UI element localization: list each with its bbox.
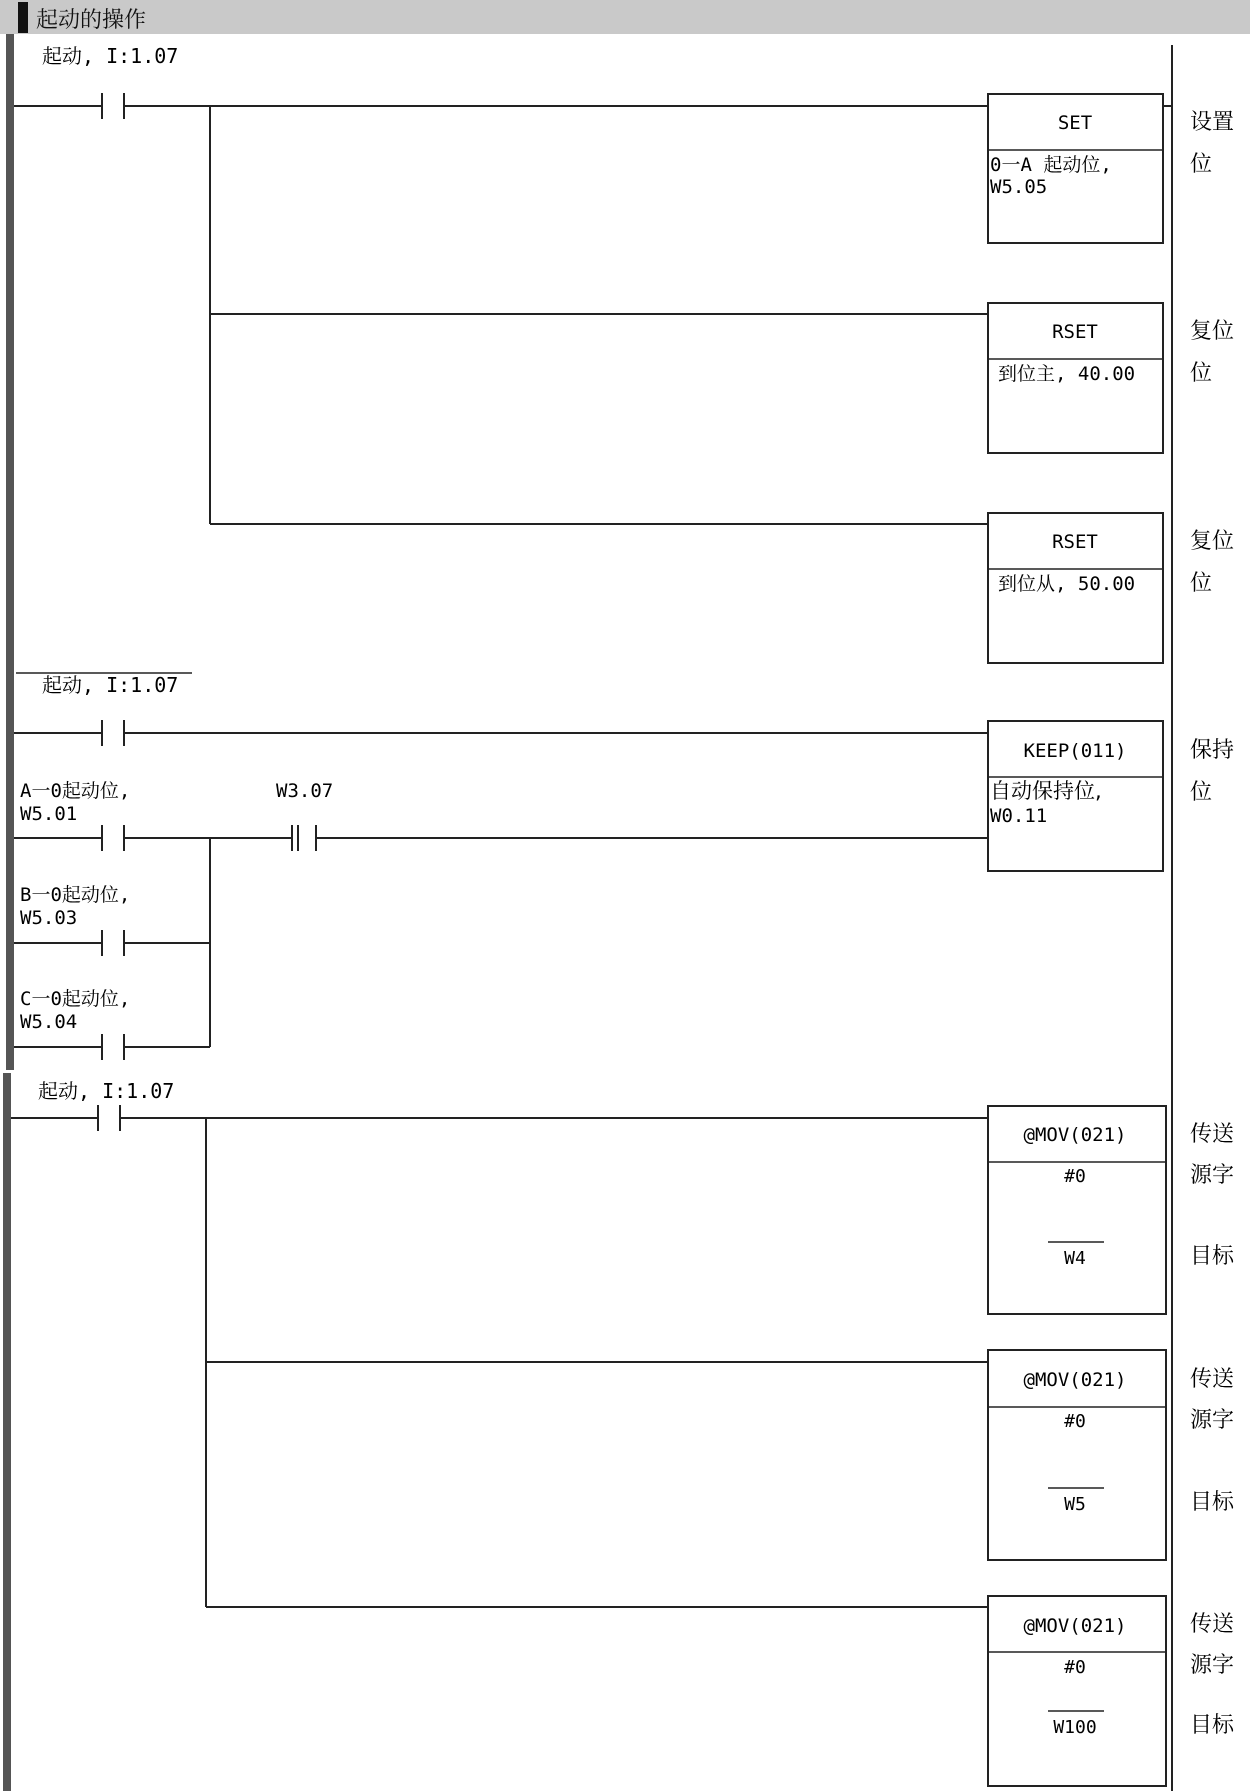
contact-c-no[interactable] [102, 1034, 124, 1060]
mov1-comment-3: 目标 [1190, 1244, 1235, 1269]
left-rail-rung2 [6, 672, 14, 1070]
mov3-comment-3: 目标 [1190, 1713, 1235, 1738]
contact-start-no[interactable] [102, 720, 124, 746]
set-instruction-block[interactable] [988, 94, 1163, 243]
mov3-source: #0 [1064, 1657, 1086, 1678]
rset2-comment-2: 位 [1190, 571, 1213, 596]
contact-w307-label: W3.07 [276, 780, 334, 802]
rung-2 [14, 673, 1234, 1060]
contact-c-label-2: W5.04 [20, 1011, 78, 1033]
set-mnemonic: SET [1057, 112, 1093, 134]
contact-c-label-1: C一0起动位, [20, 988, 131, 1010]
contact-start-no[interactable] [98, 1105, 120, 1131]
rung2-contact-start-label: 起动, I:1.07 [42, 673, 179, 697]
rset1-comment-1: 复位 [1190, 319, 1235, 344]
keep-operand-name: 自动保持位, [990, 779, 1102, 803]
mov2-source: #0 [1064, 1411, 1086, 1432]
left-rail-rung1 [6, 34, 14, 672]
mov3-comment-1: 传送 [1190, 1612, 1235, 1637]
contact-start-no[interactable] [102, 93, 124, 119]
mov1-dest: W4 [1064, 1248, 1086, 1269]
contact-b-label-2: W5.03 [20, 907, 78, 929]
rung-1 [14, 44, 1234, 663]
keep-operand-address: W0.11 [990, 805, 1048, 827]
mov1-comment-1: 传送 [1190, 1122, 1235, 1147]
mov3-dest: W100 [1053, 1717, 1097, 1738]
mov2-comment-1: 传送 [1190, 1367, 1235, 1392]
set-comment-2: 位 [1190, 152, 1213, 177]
contact-a-label-2: W5.01 [20, 803, 78, 825]
rset2-comment-1: 复位 [1190, 529, 1235, 554]
mov3-mnemonic: @MOV(021) [1023, 1615, 1127, 1637]
section-header-bar [0, 0, 1250, 34]
rset2-mnemonic: RSET [1052, 531, 1098, 553]
left-rail-rung3 [3, 1073, 11, 1791]
rung-3 [11, 1079, 1235, 1786]
mov1-source: #0 [1064, 1166, 1086, 1187]
keep-instruction-block[interactable] [988, 721, 1163, 871]
mov-instruction-block-1[interactable] [988, 1106, 1166, 1314]
rset-instruction-block-2[interactable] [988, 513, 1163, 663]
mov1-mnemonic: @MOV(021) [1023, 1124, 1127, 1146]
contact-w307-nc[interactable] [292, 825, 316, 851]
mov3-comment-2: 源字 [1190, 1653, 1235, 1678]
rset-instruction-block-1[interactable] [988, 303, 1163, 453]
keep-comment-2: 位 [1190, 780, 1213, 805]
rset1-operand: 到位主, 40.00 [998, 363, 1136, 385]
rset1-mnemonic: RSET [1052, 321, 1098, 343]
section-title: 起动的操作 [36, 8, 147, 33]
set-operand-name: 0一A 起动位, [990, 154, 1112, 176]
mov-instruction-block-2[interactable] [988, 1350, 1166, 1560]
contact-b-label-1: B一0起动位, [20, 884, 131, 906]
rung3-contact-label: 起动, I:1.07 [38, 1079, 175, 1103]
mov2-mnemonic: @MOV(021) [1023, 1369, 1127, 1391]
rset1-comment-2: 位 [1190, 361, 1213, 386]
rset2-operand: 到位从, 50.00 [998, 573, 1136, 595]
keep-comment-1: 保持 [1190, 738, 1235, 763]
section-header-marker [18, 2, 28, 33]
contact-b-no[interactable] [102, 930, 124, 956]
mov2-dest: W5 [1064, 1494, 1086, 1515]
rung1-contact-label: 起动, I:1.07 [42, 44, 179, 68]
keep-mnemonic: KEEP(011) [1023, 740, 1127, 762]
mov2-comment-3: 目标 [1190, 1490, 1235, 1515]
set-operand-address: W5.05 [990, 176, 1048, 198]
contact-a-no[interactable] [102, 825, 124, 851]
set-comment-1: 设置 [1190, 110, 1235, 135]
contact-a-label-1: A一0起动位, [20, 780, 131, 802]
mov1-comment-2: 源字 [1190, 1163, 1235, 1188]
mov2-comment-2: 源字 [1190, 1408, 1235, 1433]
mov-instruction-block-3[interactable] [988, 1596, 1166, 1786]
